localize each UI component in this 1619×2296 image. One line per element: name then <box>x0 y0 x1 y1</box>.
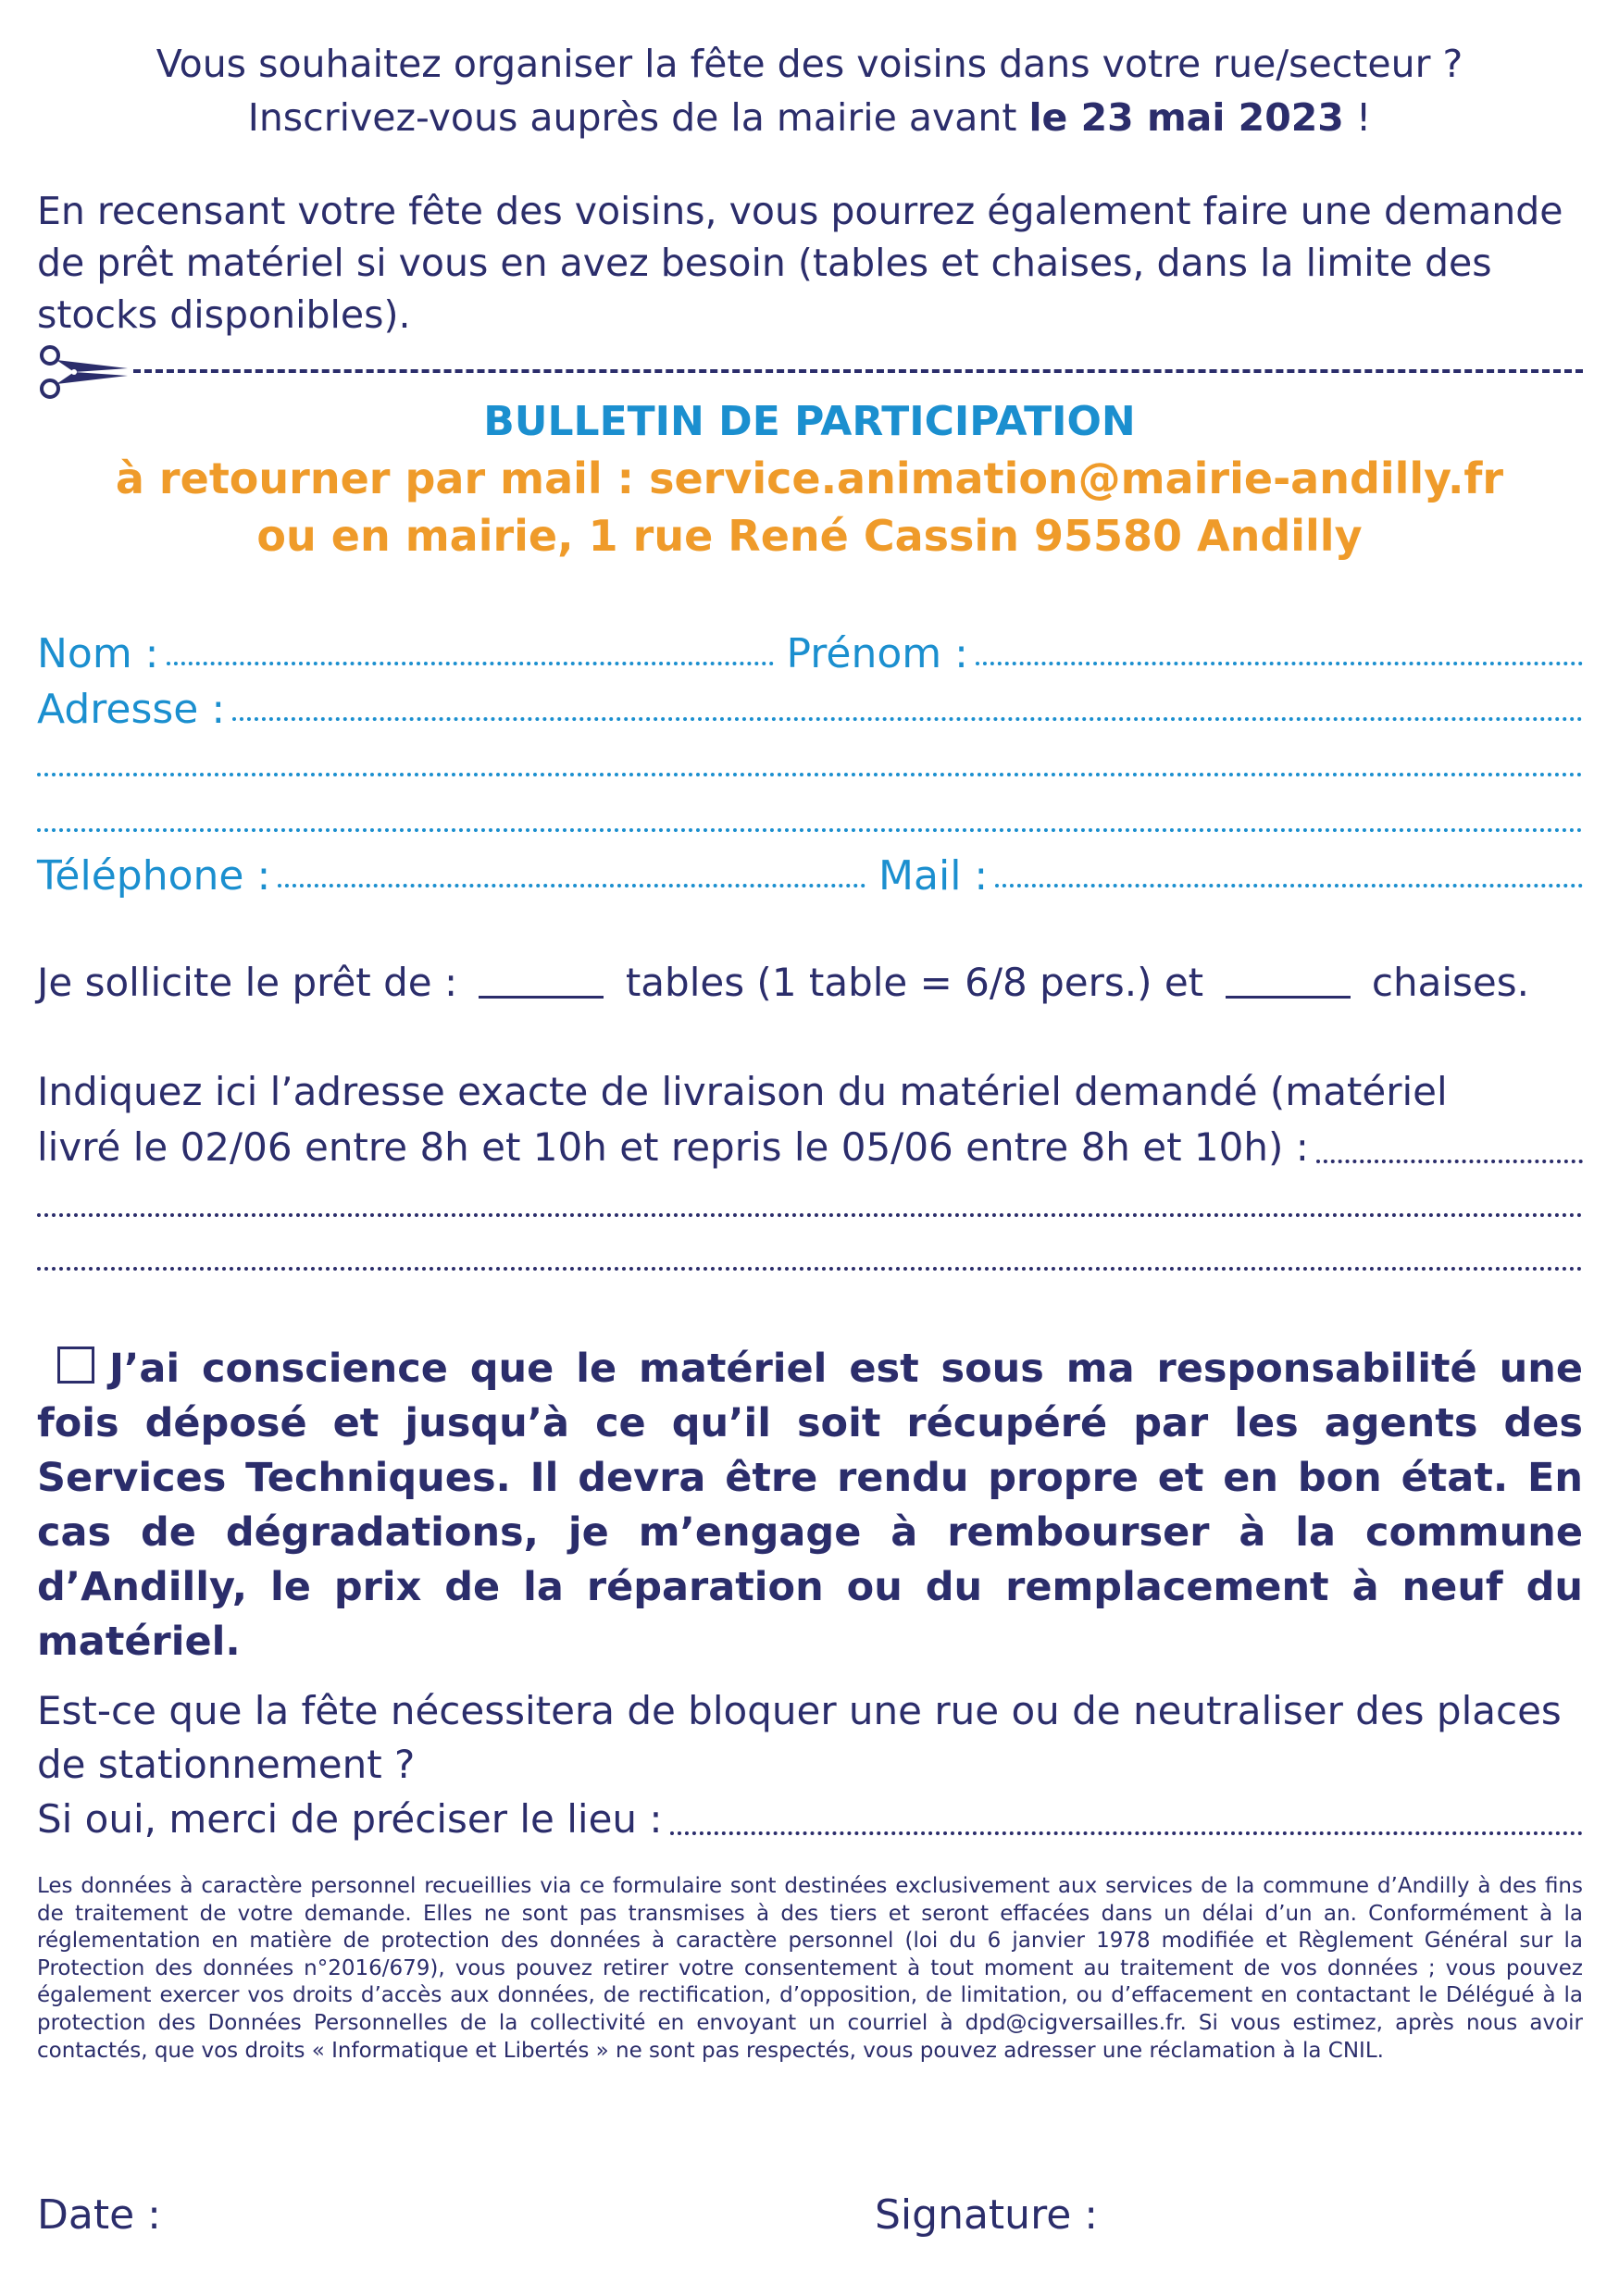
street-location-field[interactable] <box>670 1831 1583 1835</box>
cut-line-row <box>37 344 1583 400</box>
delivery-address-field-line-2[interactable] <box>37 1213 1583 1217</box>
nom-field[interactable] <box>167 662 774 665</box>
bulletin-address-line: ou en mairie, 1 rue René Cassin 95580 Andilly <box>256 511 1363 561</box>
telephone-mail-row <box>37 844 1583 900</box>
consent-text: J’ai conscience que le matériel est sous ma responsabilité une fois déposé et jusqu’à ce qu’il soit récupéré par les agents des Services Techniques. Il devra être rendu propre et en bon état. En cas de dégradations, je m’engage à rembourser à la commune d’Andilly, le prix de la réparation ou du remplacement à neuf du matériel. <box>37 1346 1583 1665</box>
bulletin-mail-line: à retourner par mail : service.animation@mairie-andilly.fr <box>115 453 1504 503</box>
nom-label: Nom : <box>37 630 159 677</box>
loan-tables-text: tables (1 table = 6/8 pers.) et <box>625 960 1204 1005</box>
telephone-label: Téléphone : <box>37 852 271 900</box>
adresse-field-line-2[interactable] <box>37 773 1583 776</box>
intro-line-2 <box>0 91 1619 144</box>
delivery-line-2-row <box>37 1120 1583 1175</box>
legal-notice: Les données à caractère personnel recueillies via ce formulaire sont destinées exclusivement aux services de la commune d’Andilly à des fins de traitement de votre demande. Elles ne sont pas transmises à des tiers et seront effacées dans un délai d’un an. Conformément à la réglementation en matière de protection des données à caractère personnel (loi du 6 janvier 1978 modifiée et Règlement Général sur la Protection des données n°2016/679), vous pouvez retirer votre consentement à tout moment au traitement de vos données ; vous pouvez également exercer vos droits d’accès aux données, de rectification, d’opposition, de limitation, ou d’effacement en contactant le Délégué à la protection des Données Personnelles de la collectivité en envoyant un courriel à dpd@cigversailles.fr. Si vous estimez, après nous avoir contactés, que vos droits « Informatique et Libertés » ne sont pas respectés, vous pouvez adresser une réclamation à la CNIL. <box>37 1874 1583 2063</box>
intro-paragraph: En recensant votre fête des voisins, vous pourrez également faire une demande de prêt matériel si vous en avez besoin (tables et chaises, dans la limite des stocks disponibles). <box>37 189 1563 337</box>
dashed-cut-line <box>133 369 1583 373</box>
adresse-label: Adresse : <box>37 686 226 733</box>
intro-line-2-suffix: ! <box>1343 95 1372 140</box>
delivery-continuation-row-2 <box>37 1227 1583 1283</box>
tables-quantity-field[interactable] <box>479 996 604 999</box>
mail-field[interactable] <box>995 884 1583 887</box>
delivery-address-field[interactable] <box>1316 1160 1583 1163</box>
adresse-field[interactable] <box>232 717 1583 721</box>
adresse-continuation-row-1 <box>37 733 1583 788</box>
adresse-continuation-row-2 <box>37 788 1583 844</box>
street-precise-row <box>37 1792 1583 1847</box>
chaises-quantity-field[interactable] <box>1226 996 1351 999</box>
prenom-field[interactable] <box>976 662 1583 665</box>
telephone-field[interactable] <box>278 884 866 887</box>
loan-chaises-text: chaises. <box>1371 960 1529 1005</box>
prenom-label: Prénom : <box>786 630 968 677</box>
signature-label: Signature : <box>875 2191 1099 2239</box>
street-precise-label: Si oui, merci de préciser le lieu : <box>37 1796 663 1842</box>
street-question: Est-ce que la fête nécessitera de bloquer une rue ou de neutraliser des places de stationnement ? <box>37 1688 1562 1787</box>
date-label: Date : <box>37 2191 161 2239</box>
delivery-line-2: livré le 02/06 entre 8h et 10h et repris le 05/06 entre 8h et 10h) : <box>37 1124 1309 1170</box>
adresse-field-line-3[interactable] <box>37 828 1583 832</box>
nom-prenom-row <box>37 622 1583 677</box>
delivery-continuation-row-1 <box>37 1173 1583 1229</box>
consent-checkbox[interactable] <box>57 1347 94 1384</box>
intro-line-1: Vous souhaitez organiser la fête des voisins dans votre rue/secteur ? <box>156 42 1463 86</box>
delivery-address-field-line-3[interactable] <box>37 1267 1583 1271</box>
mail-label: Mail : <box>878 852 989 900</box>
intro-line-2-prefix: Inscrivez-vous auprès de la mairie avant <box>247 95 1029 140</box>
delivery-line-1: Indiquez ici l’adresse exacte de livraison du matériel demandé (matériel <box>37 1069 1448 1114</box>
adresse-row <box>37 677 1583 733</box>
scissors-icon <box>37 344 133 400</box>
bulletin-title: BULLETIN DE PARTICIPATION <box>483 398 1136 445</box>
loan-prefix: Je sollicite le prêt de : <box>37 960 458 1005</box>
deadline-date: le 23 mai 2023 <box>1028 95 1344 140</box>
loan-request <box>37 955 1529 1011</box>
consent-block <box>37 1342 1583 1669</box>
